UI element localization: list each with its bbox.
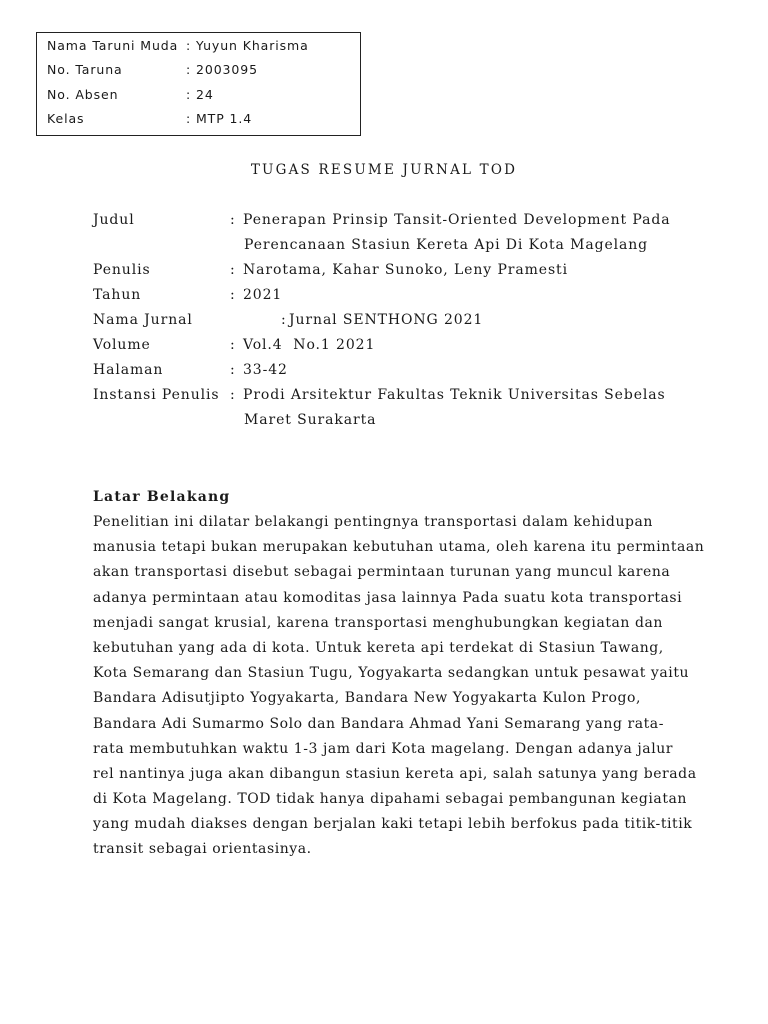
penulis-value: Narotama, Kahar Sunoko, Leny Pramesti [243,262,568,278]
volume-label: Volume [93,337,151,353]
tahun-value: 2021 [243,287,283,303]
halaman-colon: : [230,362,236,378]
meta-row-halaman [93,358,693,383]
instansi-value-line-2: Maret Surakarta [244,412,377,428]
meta-row-judul [93,208,693,233]
halaman-value: 33-42 [243,362,288,378]
paragraph-line: rata membutuhkan waktu 1-3 jam dari Kota magelang. Dengan adanya jalur [93,740,674,757]
paragraph-line: rel nantinya juga akan dibangun stasiun kereta api, salah satunya yang berada [93,765,697,782]
meta-row-instansi-continued [93,408,693,433]
meta-row-instansi [93,383,693,408]
paragraph-line: kebutuhan yang ada di kota. Untuk kereta api terdekat di Stasiun Tawang, [93,639,664,656]
halaman-label: Halaman [93,362,164,378]
class-value: : MTP 1.4 [186,111,253,126]
class-label: Kelas [47,111,85,126]
student-name-label: Nama Taruni Muda [47,38,179,53]
paragraph-line: Bandara Adi Sumarmo Solo dan Bandara Ahmad Yani Semarang yang rata- [93,715,664,732]
journal-metadata [93,208,693,433]
attendance-number-label: No. Absen [47,87,119,102]
volume-colon: : [230,337,236,353]
paragraph-line: adanya permintaan atau komoditas jasa lainnya Pada suatu kota transportasi [93,589,683,606]
paragraph-line: Bandara Adisutjipto Yogyakarta, Bandara New Yogyakarta Kulon Progo, [93,690,641,707]
volume-value: Vol.4 No.1 2021 [243,337,376,353]
section-heading: Latar Belakang [93,489,231,505]
penulis-colon: : [230,262,236,278]
instansi-value-line-1: Prodi Arsitektur Fakultas Teknik Universitas Sebelas [243,387,666,403]
meta-row-tahun [93,283,693,308]
student-name-value: : Yuyun Kharisma [186,38,309,53]
paragraph-line: akan transportasi disebut sebagai permintaan turunan yang muncul karena [93,564,671,581]
tahun-colon: : [230,287,236,303]
nama-jurnal-value: Jurnal SENTHONG 2021 [289,312,484,328]
meta-row-nama-jurnal [93,308,693,333]
nama-jurnal-colon: : [281,312,287,328]
background-paragraph [93,510,705,863]
paragraph-line: menjadi sangat krusial, karena transportasi menghubungkan kegiatan dan [93,614,663,631]
paragraph-line: di Kota Magelang. TOD tidak hanya dipahami sebagai pembangunan kegiatan [93,791,687,808]
paragraph-line: transit sebagai orientasinya. [93,841,312,858]
meta-row-volume [93,333,693,358]
penulis-label: Penulis [93,262,151,278]
nama-jurnal-label: Nama Jurnal [93,312,193,328]
student-info-box [36,32,361,136]
attendance-number-value: : 24 [186,87,214,102]
paragraph-line: manusia tetapi bukan merupakan kebutuhan utama, oleh karena itu permintaan [93,539,705,556]
student-number-label: No. Taruna [47,62,123,77]
instansi-colon: : [230,387,236,403]
tahun-label: Tahun [93,287,142,303]
instansi-label: Instansi Penulis [93,387,220,403]
judul-value-line-2: Perencanaan Stasiun Kereta Api Di Kota Magelang [244,237,649,253]
paragraph-line: Kota Semarang dan Stasiun Tugu, Yogyakarta sedangkan untuk pesawat yaitu [93,665,690,682]
paragraph-line: yang mudah diakses dengan berjalan kaki tetapi lebih berfokus pada titik-titik [93,816,693,833]
judul-colon: : [230,212,236,228]
judul-value-line-1: Penerapan Prinsip Tansit-Oriented Development Pada [243,212,671,228]
judul-label: Judul [93,212,135,228]
paragraph-line: Penelitian ini dilatar belakangi pentingnya transportasi dalam kehidupan [93,514,653,530]
document-title: TUGAS RESUME JURNAL TOD [250,162,518,178]
meta-row-penulis [93,258,693,283]
meta-row-judul-continued [93,233,693,258]
student-number-value: : 2003095 [186,62,258,77]
